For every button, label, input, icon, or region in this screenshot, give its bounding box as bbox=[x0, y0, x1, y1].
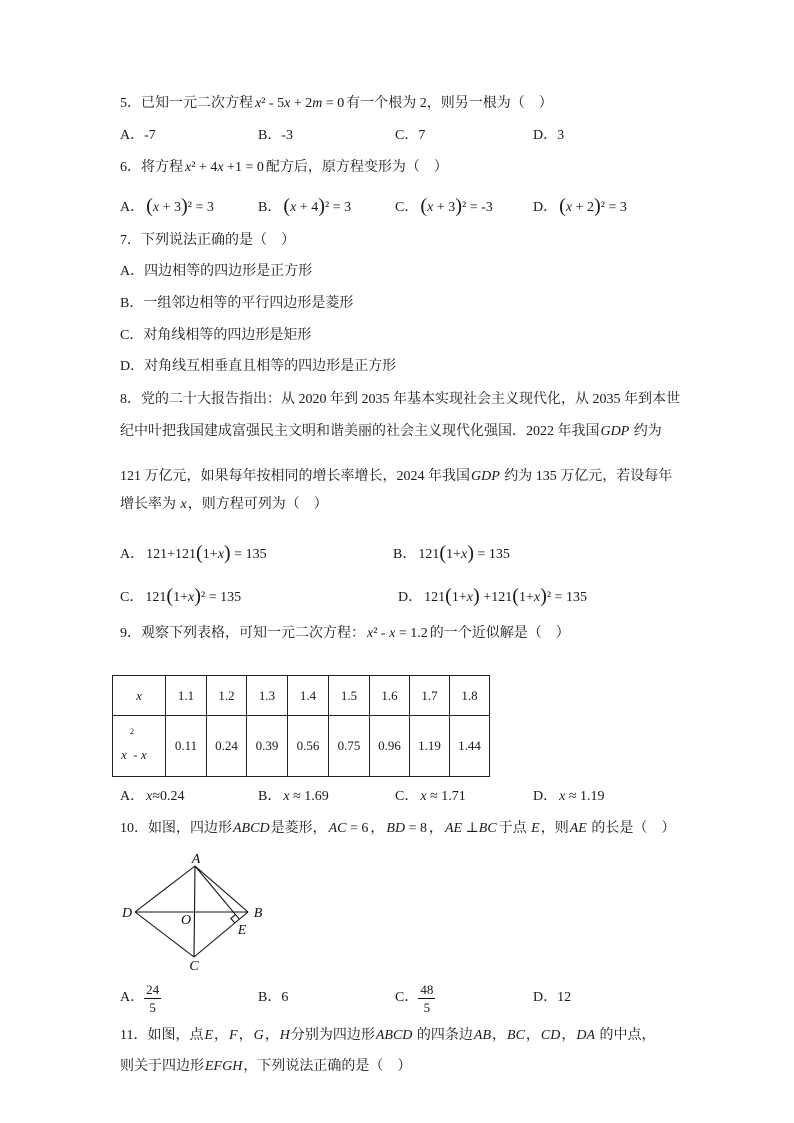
q11-text: ， bbox=[561, 1028, 576, 1043]
table-cell: 1.2 bbox=[207, 676, 247, 716]
q9-stem bbox=[120, 624, 570, 644]
q11-text: ， bbox=[492, 1028, 507, 1043]
q5-option-d: D．3 bbox=[533, 128, 565, 143]
math-parenthesis: ( bbox=[420, 195, 428, 217]
math-parenthesis: ( bbox=[196, 542, 203, 564]
option-expression: (x + 2)² = 3 bbox=[559, 195, 627, 217]
q11-stem-line-2 bbox=[120, 1057, 411, 1077]
vertex-label-a: A bbox=[191, 852, 201, 867]
math-parenthesis: ) bbox=[594, 195, 601, 217]
math-variable: x bbox=[284, 96, 291, 111]
math-variable: x bbox=[185, 160, 192, 175]
math-parenthesis: ) bbox=[223, 542, 231, 564]
math-variable: x bbox=[255, 96, 262, 111]
option-label: C． bbox=[395, 990, 419, 1005]
option-label: B． bbox=[258, 990, 282, 1005]
q11-text: 11．如图，点 bbox=[120, 1028, 204, 1043]
math-variable: x bbox=[461, 547, 468, 562]
math-variable: x bbox=[559, 789, 566, 804]
math-variable: m bbox=[312, 96, 323, 111]
table-cell: 0.75 bbox=[329, 716, 370, 777]
q10-term: AE ⊥BC bbox=[444, 821, 497, 836]
table-cell: 1.44 bbox=[450, 716, 490, 777]
math-variable: x bbox=[290, 200, 297, 215]
math-parenthesis: ( bbox=[283, 195, 291, 217]
table-cell: 1.5 bbox=[329, 676, 370, 716]
option-expression: x ≈ 1.69 bbox=[283, 789, 329, 804]
math-variable: A bbox=[328, 821, 338, 836]
q9-option-d bbox=[533, 787, 607, 807]
q8-variable-x: x bbox=[180, 497, 187, 512]
q10-term: AE bbox=[569, 821, 587, 836]
q10-text: 是菱形， bbox=[270, 821, 327, 836]
q8-stem-line-4 bbox=[120, 495, 328, 515]
option-label: A． bbox=[120, 547, 145, 562]
math-variable: x bbox=[146, 789, 153, 804]
q11-text: ， bbox=[264, 1028, 279, 1043]
q11-term: G bbox=[253, 1028, 264, 1043]
fraction-denominator: 5 bbox=[149, 999, 156, 1015]
q8-option-b bbox=[393, 542, 512, 565]
table-header-expression: x - x bbox=[121, 747, 147, 762]
math-variable: x bbox=[217, 160, 224, 175]
q6-option-b bbox=[258, 195, 353, 218]
table-row-header bbox=[113, 716, 166, 777]
math-variable: C bbox=[487, 821, 497, 836]
math-parenthesis: ) bbox=[455, 195, 462, 217]
q8-text: ，则方程可列为（ ） bbox=[187, 497, 328, 512]
math-variable: x bbox=[427, 200, 434, 215]
q8-text: 121 万亿元，如果每年按相同的增长率增长，2024 年我国 bbox=[120, 469, 470, 484]
q9-value-table bbox=[112, 675, 490, 777]
q9-option-c bbox=[395, 787, 468, 807]
math-variable: x bbox=[283, 789, 290, 804]
table-cell: 0.96 bbox=[370, 716, 410, 777]
math-parenthesis: ) bbox=[473, 585, 480, 607]
q5-option-b: B．-3 bbox=[258, 128, 293, 143]
q5-stem bbox=[120, 94, 553, 114]
q8-option-a bbox=[120, 542, 269, 565]
option-label: B． bbox=[258, 200, 282, 215]
table-row bbox=[113, 716, 490, 777]
q11-term: H bbox=[279, 1028, 290, 1043]
table-cell: 1.19 bbox=[410, 716, 450, 777]
option-label: B． bbox=[393, 547, 417, 562]
q8-variable-gdp: GDP bbox=[600, 424, 630, 439]
q8-stem-line-2 bbox=[120, 422, 662, 442]
math-variable: x bbox=[217, 547, 224, 562]
math-variable: x bbox=[565, 200, 573, 215]
q8-option-d bbox=[398, 585, 589, 608]
table-row-header: x bbox=[113, 676, 166, 716]
q10-text: ， bbox=[370, 821, 385, 836]
option-expression: (x + 3)² = -3 bbox=[420, 195, 493, 217]
math-parenthesis: ) bbox=[318, 195, 325, 217]
vertex-label-d: D bbox=[121, 906, 133, 921]
q7-option-c: C．对角线相等的四边形是矩形 bbox=[120, 328, 312, 343]
q7-option-d: D．对角线互相垂直且相等的四边形是正方形 bbox=[120, 359, 397, 374]
math-parenthesis: ( bbox=[166, 585, 174, 607]
q5-stem-text-end: 有一个根为 2，则另一根为（ ） bbox=[346, 96, 553, 111]
q8-text: 约为 135 万亿元，若设每年 bbox=[500, 469, 673, 484]
math-parenthesis: ) bbox=[467, 542, 474, 564]
rhombus-figure bbox=[110, 845, 280, 975]
q6-stem-text-end: 配方后，原方程变形为（ ） bbox=[265, 160, 448, 175]
table-cell: 0.24 bbox=[207, 716, 247, 777]
segment-ae bbox=[195, 866, 239, 919]
math-variable: x bbox=[152, 200, 160, 215]
option-label: D． bbox=[398, 590, 423, 605]
option-label: A． bbox=[120, 990, 145, 1005]
q10-term: E bbox=[531, 821, 540, 836]
q9-option-a bbox=[120, 787, 187, 807]
q5-option-a: A．-7 bbox=[120, 128, 156, 143]
q11-term: ABCD bbox=[375, 1028, 413, 1043]
q8-stem-line-1: 8．党的二十大报告指出：从 2020 年到 2035 年基本实现社会主义现代化，从 2035 年到本世 bbox=[120, 392, 680, 407]
q8-stem-line-3 bbox=[120, 467, 672, 487]
q10-term: AC = 6 bbox=[328, 821, 369, 836]
q7-option-b: B．一组邻边相等的平行四边形是菱形 bbox=[120, 296, 354, 311]
q6-option-d bbox=[533, 195, 629, 218]
math-parenthesis: ( bbox=[445, 585, 452, 607]
table-cell: 0.39 bbox=[247, 716, 288, 777]
table-header-superscript: 2 bbox=[130, 727, 134, 736]
math-parenthesis: ( bbox=[439, 542, 447, 564]
table-row bbox=[113, 676, 490, 716]
option-label: A． bbox=[120, 200, 145, 215]
q11-term: AB bbox=[473, 1028, 492, 1043]
q11-term: CD bbox=[540, 1028, 561, 1043]
math-variable: D bbox=[394, 821, 406, 836]
fraction-numerator: 24 bbox=[146, 981, 160, 997]
table-cell: 1.6 bbox=[370, 676, 410, 716]
q9-equation: x² - x = 1.2 bbox=[367, 626, 428, 641]
q10-text: ，则 bbox=[540, 821, 569, 836]
q6-stem bbox=[120, 158, 448, 178]
q11-text: 的中点， bbox=[596, 1028, 656, 1043]
q11-text: ， bbox=[238, 1028, 253, 1043]
table-cell: 1.3 bbox=[247, 676, 288, 716]
option-value: 12 bbox=[557, 990, 572, 1005]
math-parenthesis: ) bbox=[194, 585, 201, 607]
center-label-o: O bbox=[180, 913, 192, 928]
math-variable: B bbox=[478, 821, 488, 836]
q6-option-c bbox=[395, 195, 495, 218]
option-label: D． bbox=[533, 990, 558, 1005]
math-variable: B bbox=[386, 821, 395, 836]
option-expression: 121(1+x) +121(1+x)² = 135 bbox=[424, 585, 587, 607]
math-parenthesis: ( bbox=[559, 195, 566, 217]
q10-term: ABCD bbox=[233, 821, 270, 836]
q6-stem-text: 6．将方程 bbox=[120, 160, 183, 175]
point-label-e: E bbox=[237, 923, 247, 938]
q10-option-a bbox=[120, 982, 161, 1014]
q5-stem-text: 5．已知一元二次方程 bbox=[120, 96, 253, 111]
q10-text: 于点 bbox=[498, 821, 531, 836]
q11-text: 则关于四边形 bbox=[120, 1059, 204, 1074]
q11-term: BC bbox=[507, 1028, 525, 1043]
math-variable: x bbox=[533, 590, 541, 605]
q11-text: 的四条边 bbox=[413, 1028, 473, 1043]
option-label: D． bbox=[533, 789, 558, 804]
table-cell: 1.4 bbox=[288, 676, 329, 716]
q6-option-a bbox=[120, 195, 216, 218]
q11-text: ， bbox=[214, 1028, 229, 1043]
q11-text: ，下列说法正确的是（ ） bbox=[243, 1059, 412, 1074]
q6-equation: x² + 4x +1 = 0 bbox=[185, 160, 264, 175]
side-ab bbox=[195, 866, 248, 912]
option-expression: x ≈ 1.71 bbox=[420, 789, 466, 804]
option-value: 6 bbox=[281, 990, 289, 1005]
q10-term: BD = 8 bbox=[386, 821, 427, 836]
table-cell: 0.56 bbox=[288, 716, 329, 777]
q5-option-c: C．7 bbox=[395, 128, 426, 143]
q10-stem bbox=[120, 819, 675, 839]
option-expression: 121+121(1+x) = 135 bbox=[146, 542, 267, 564]
option-label: C． bbox=[120, 590, 144, 605]
table-cell: 1.8 bbox=[450, 676, 490, 716]
side-da bbox=[135, 866, 195, 912]
q9-stem-text-end: 的一个近似解是（ ） bbox=[429, 626, 570, 641]
q11-stem-line-1 bbox=[120, 1026, 656, 1046]
math-variable: x bbox=[188, 590, 195, 605]
q9-stem-text: 9．观察下列表格，可知一元二次方程： bbox=[120, 626, 365, 641]
math-parenthesis: ( bbox=[146, 195, 153, 217]
q11-text: ， bbox=[525, 1028, 540, 1043]
fraction bbox=[144, 982, 161, 1015]
math-variable: x bbox=[389, 626, 396, 641]
table-cell: 1.1 bbox=[166, 676, 207, 716]
math-variable: C bbox=[337, 821, 347, 836]
q5-equation: x² - 5x + 2m = 0 bbox=[255, 96, 345, 111]
option-expression: x ≈ 1.19 bbox=[559, 789, 605, 804]
table-cell: 0.11 bbox=[166, 716, 207, 777]
option-expression: (x + 3)² = 3 bbox=[146, 195, 214, 217]
q11-term: EFGH bbox=[205, 1059, 243, 1074]
option-expression: 121(1+x) = 135 bbox=[418, 542, 510, 564]
q10-option-b bbox=[258, 988, 288, 1008]
fraction bbox=[418, 982, 435, 1015]
q10-text: 的长是（ ） bbox=[587, 821, 676, 836]
math-variable: E bbox=[453, 821, 463, 836]
math-parenthesis: ) bbox=[181, 195, 188, 217]
q7-stem: 7．下列说法正确的是（ ） bbox=[120, 233, 295, 248]
option-label: D． bbox=[533, 200, 558, 215]
fraction-numerator: 48 bbox=[420, 981, 434, 997]
q10-option-c bbox=[395, 982, 435, 1014]
option-expression: x≈0.24 bbox=[146, 789, 185, 804]
right-angle-mark bbox=[231, 915, 236, 923]
table-cell: 1.7 bbox=[410, 676, 450, 716]
option-label: C． bbox=[395, 789, 419, 804]
vertex-label-c: C bbox=[189, 959, 199, 974]
q8-text: 增长率为 bbox=[120, 497, 180, 512]
q11-text: 分别为四边形 bbox=[290, 1028, 375, 1043]
option-expression: (x + 4)² = 3 bbox=[283, 195, 352, 217]
q9-option-b bbox=[258, 787, 331, 807]
q8-text: 约为 bbox=[630, 424, 662, 439]
q10-text: ， bbox=[428, 821, 443, 836]
q8-variable-gdp: GDP bbox=[471, 469, 500, 484]
option-label: C． bbox=[395, 200, 419, 215]
option-label: B． bbox=[258, 789, 282, 804]
q10-option-d bbox=[533, 988, 571, 1008]
fraction-denominator: 5 bbox=[423, 999, 431, 1015]
q11-term: DA bbox=[576, 1028, 596, 1043]
math-variable: x bbox=[367, 626, 374, 641]
q11-term: F bbox=[229, 1028, 238, 1043]
q11-term: E bbox=[204, 1028, 214, 1043]
q8-option-c bbox=[120, 585, 243, 608]
math-parenthesis: ) bbox=[540, 585, 547, 607]
q10-text: 10．如图，四边形 bbox=[120, 821, 232, 836]
q8-text: 纪中叶把我国建成富强民主文明和谐美丽的社会主义现代化强国．2022 年我国 bbox=[120, 424, 600, 439]
vertex-label-b: B bbox=[253, 906, 263, 921]
q7-option-a: A．四边相等的四边形是正方形 bbox=[120, 264, 313, 279]
math-variable: A bbox=[444, 821, 454, 836]
option-label: A． bbox=[120, 789, 145, 804]
math-variable: x bbox=[466, 590, 474, 605]
math-variable: x bbox=[420, 789, 427, 804]
math-parenthesis: ( bbox=[512, 585, 519, 607]
option-expression: 121(1+x)² = 135 bbox=[145, 585, 242, 607]
